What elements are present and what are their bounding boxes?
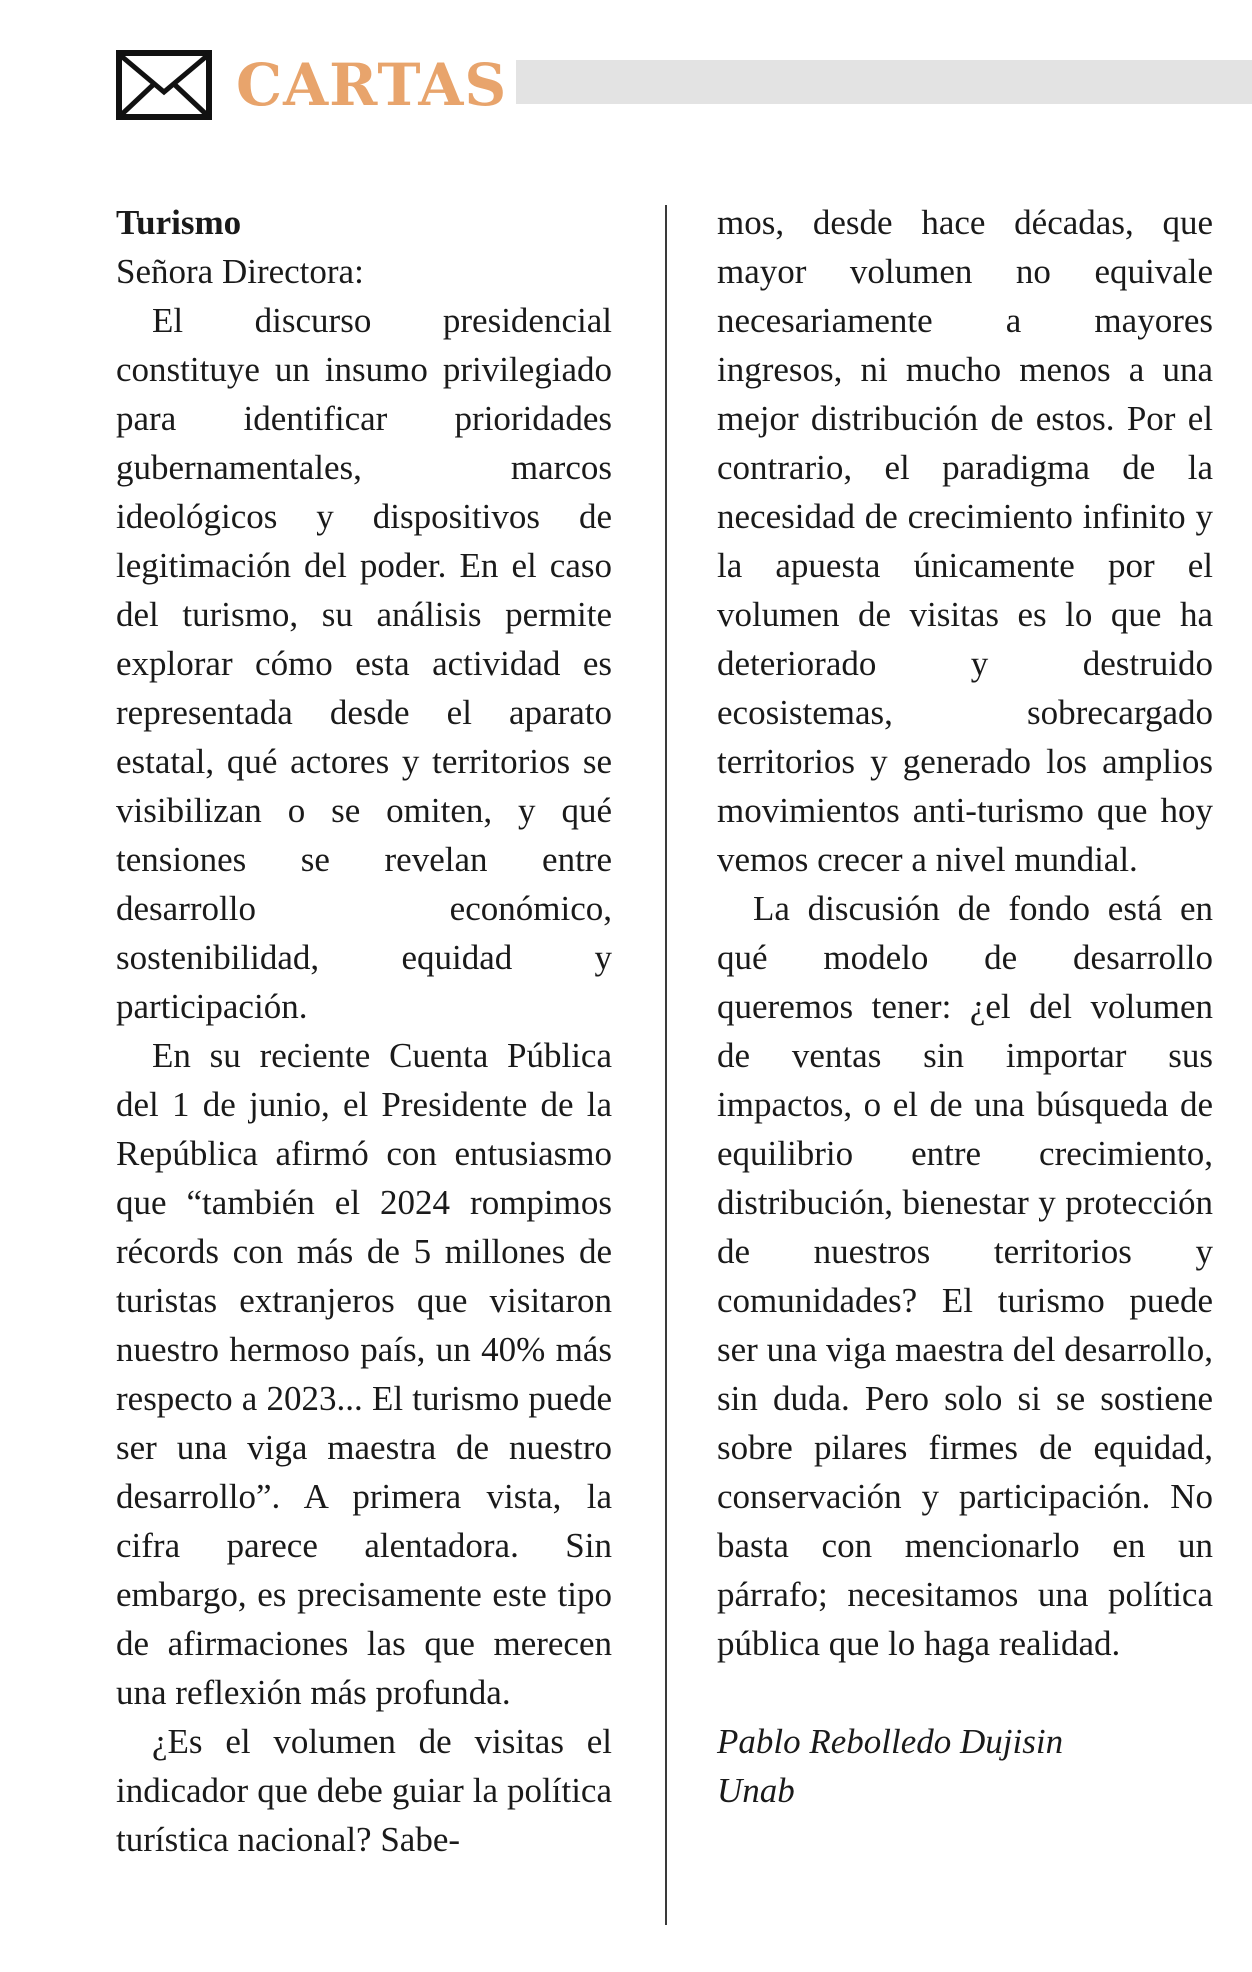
salutation: Señora Directora: [116,252,364,291]
paragraph: La discusión de fondo está en qué modelo de desarrollo queremos tener: ¿el del volumen de ventas sin importar sus impactos, o el de una búsqueda de equilibrio entre crecimiento, distribución, bienestar y protección de nuestros territorios y comunidades? El turismo puede ser una viga maestra del desarrollo, sin duda. Pero solo si se sostiene sobre pilares firmes de equidad, conservación y participación. No basta con mencionarlo en un párrafo; necesitamos una política pública que lo haga realidad. [717,889,1213,1663]
section-header [0,0,1252,140]
paragraph: El discurso presidencial constituye un insumo privilegiado para identificar prioridades gubernamentales, marcos ideológicos y dispositivos de legitimación del poder. En el caso del turismo, su análisis permite explorar cómo esta actividad es representada desde el aparato estatal, qué actores y territorios se visibilizan o se omiten, y qué tensiones se revelan entre desarrollo económico, sostenibilidad, equidad y participación. [116,301,612,1026]
author-affiliation: Unab [717,1771,795,1810]
paragraph: ¿Es el volumen de visitas el indicador que debe guiar la política turística nacional? Sabe- [116,1722,612,1859]
letter-column-left [116,198,612,1864]
envelope-icon [116,50,212,120]
letter-column-right [717,198,1213,1815]
column-divider [665,205,667,1925]
letter-heading: Turismo [116,203,242,242]
author-name: Pablo Rebolledo Dujisin [717,1722,1064,1761]
paragraph: En su reciente Cuenta Pública del 1 de junio, el Presidente de la República afirmó con entusiasmo que “también el 2024 rompimos récords con más de 5 millones de turistas extranjeros que visitaron nuestro hermoso país, un 40% más respecto a 2023... El turismo puede ser una viga maestra de nuestro desarrollo”. A primera vista, la cifra parece alentadora. Sin embargo, es precisamente este tipo de afirmaciones las que merecen una reflexión más profunda. [116,1036,612,1712]
header-bar [516,60,1252,104]
paragraph: mos, desde hace décadas, que mayor volumen no equivale necesariamente a mayores ingresos, ni mucho menos a una mejor distribución de estos. Por el contrario, el paradigma de la necesidad de crecimiento infinito y la apuesta únicamente por el volumen de visitas es lo que ha deteriorado y destruido ecosistemas, sobrecargado territorios y generado los amplios movimientos anti-turismo que hoy vemos crecer a nivel mundial. [717,203,1213,879]
section-title: CARTAS [236,51,508,119]
